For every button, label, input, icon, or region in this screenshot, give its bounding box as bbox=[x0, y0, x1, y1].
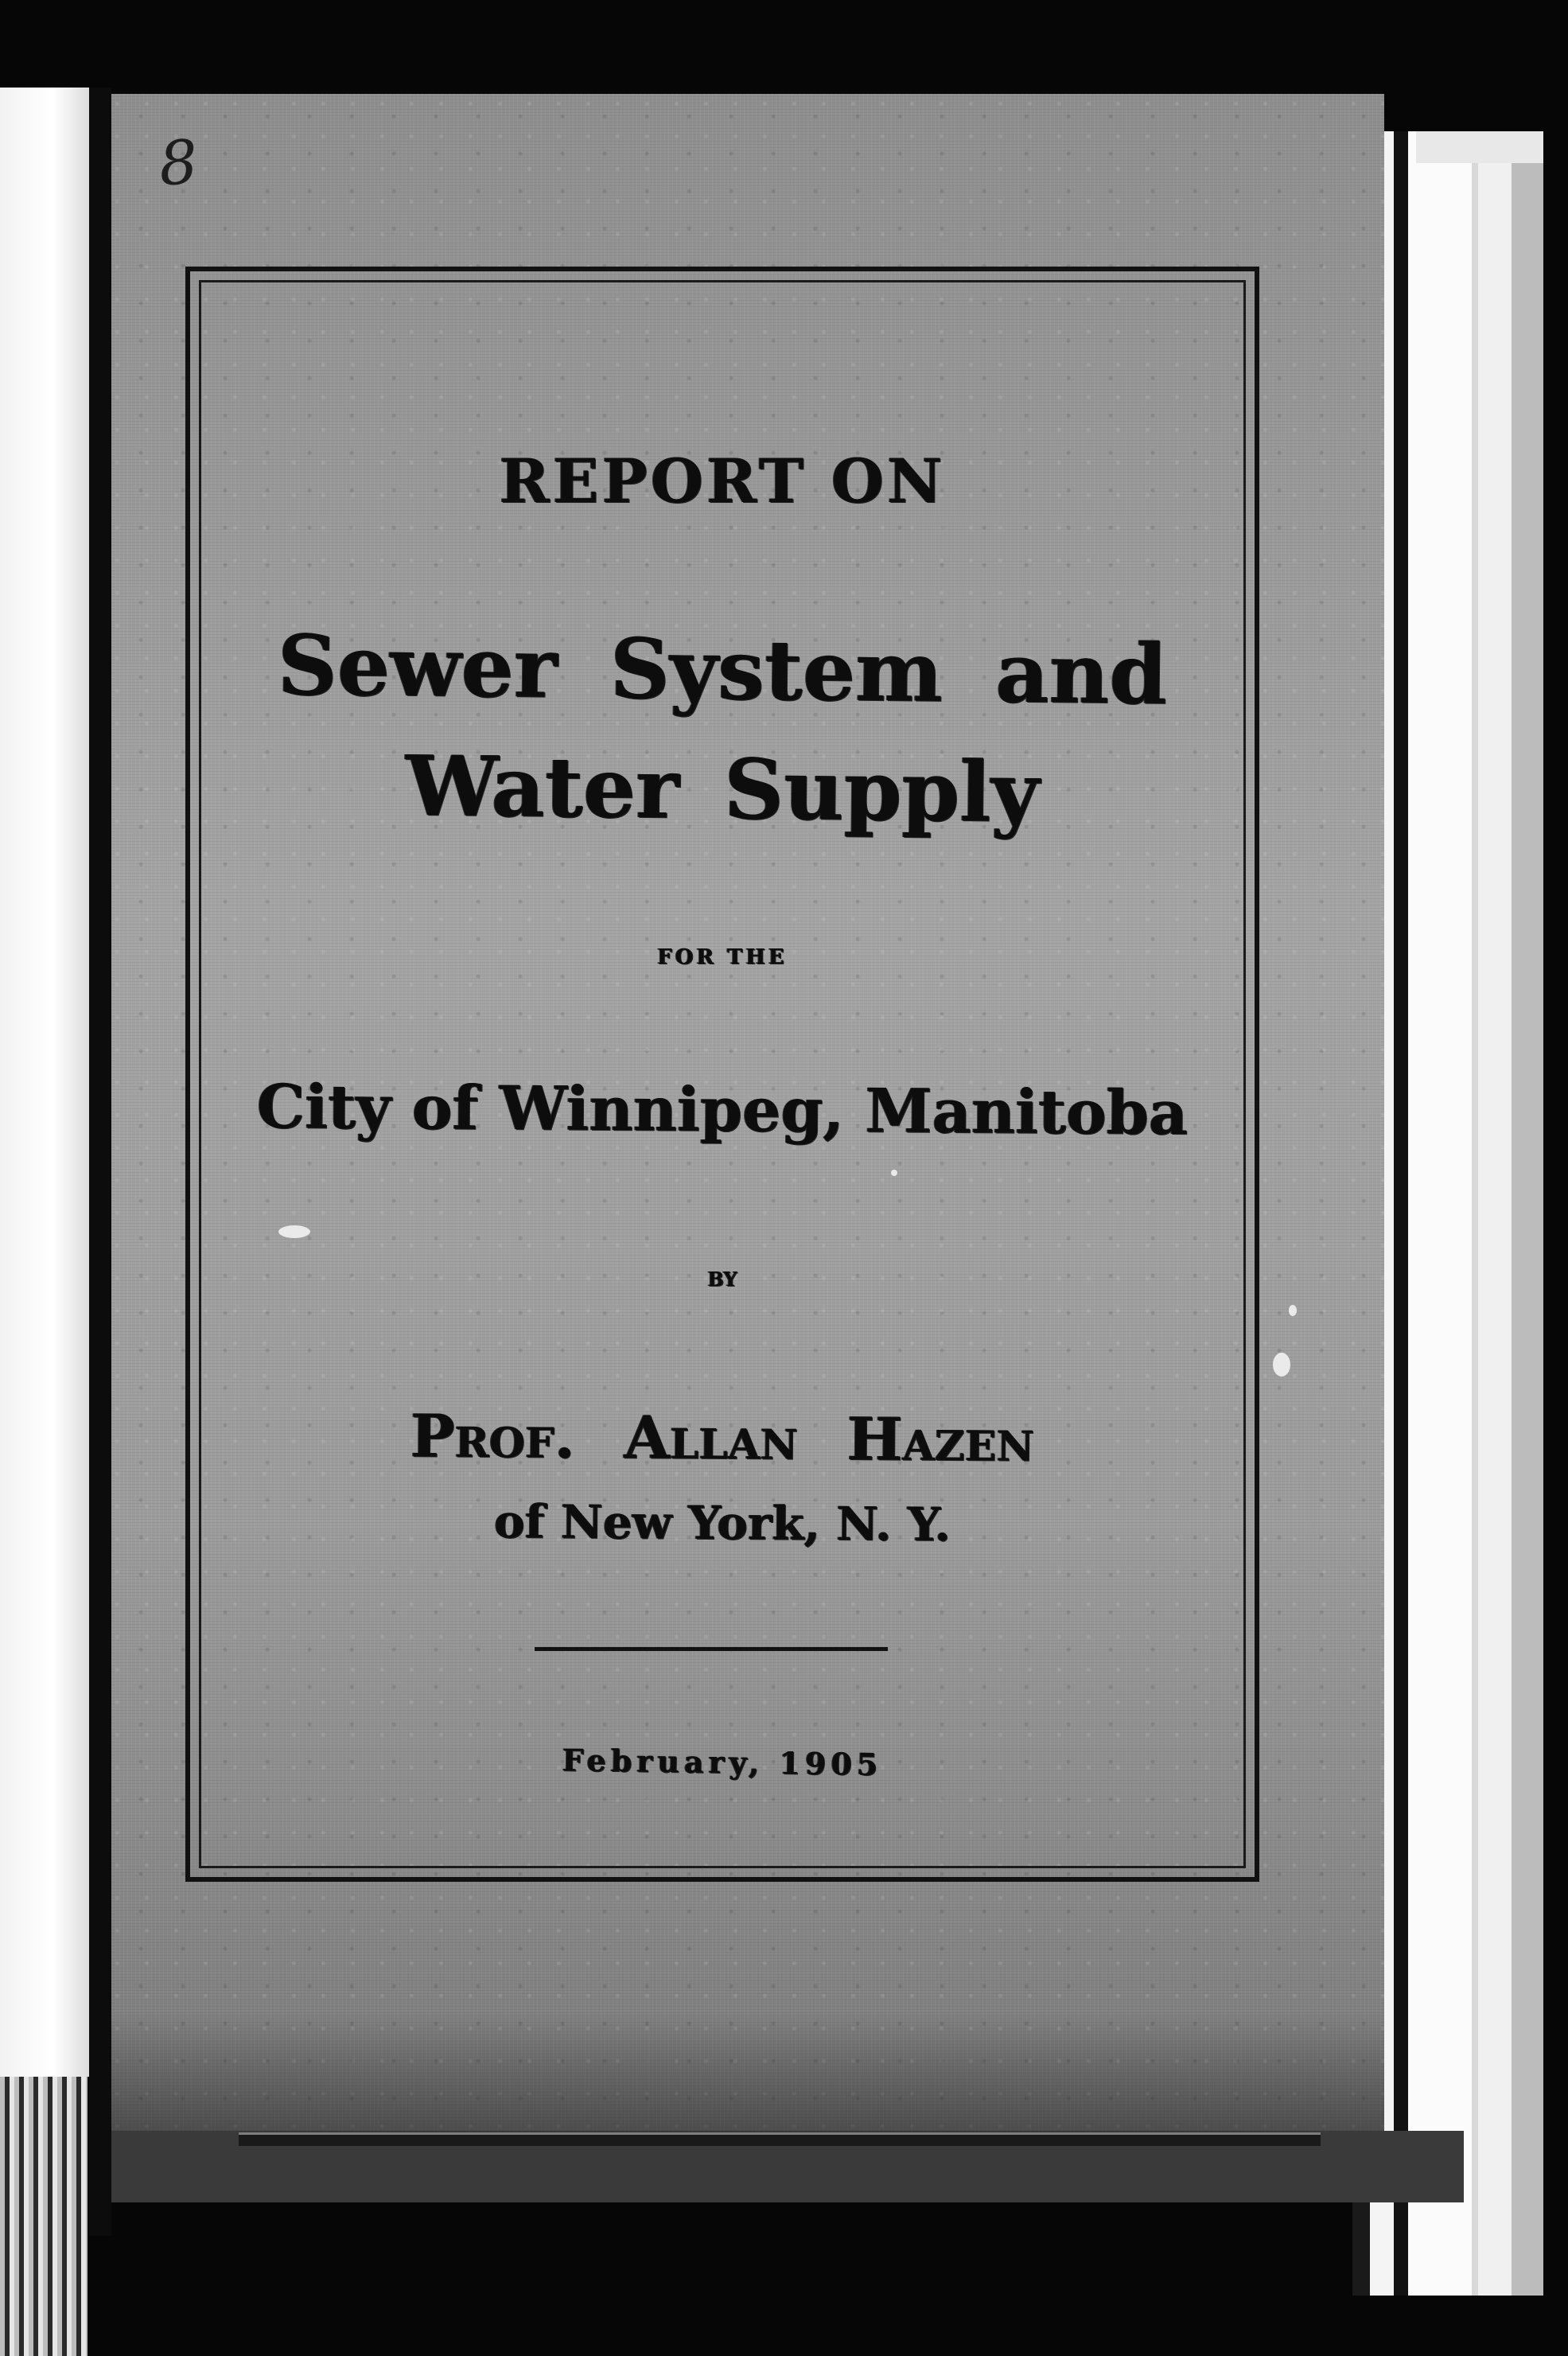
adjacent-left-page bbox=[0, 88, 89, 2077]
handwritten-page-number: 8 bbox=[156, 126, 200, 200]
city-name: City of Winnipeg, Manitoba bbox=[256, 1070, 1189, 1149]
report-heading: REPORT ON bbox=[499, 446, 946, 516]
book-spine-shadow bbox=[89, 88, 111, 2236]
title-line-1: Sewer System and bbox=[277, 616, 1168, 723]
title-line-2: Water Supply bbox=[405, 736, 1040, 842]
separator-rule bbox=[535, 1647, 888, 1651]
paper-speck bbox=[1273, 1353, 1290, 1377]
left-page-bottom-edge bbox=[0, 2077, 88, 2356]
author-location: of New York, N. Y. bbox=[493, 1493, 951, 1552]
page-stack-top bbox=[1416, 131, 1543, 163]
paper-speck bbox=[1289, 1305, 1297, 1316]
cover-bottom-rule bbox=[239, 2132, 1321, 2146]
cover-bottom-shadow bbox=[111, 2013, 1384, 2131]
author-name: Prof. Allan Hazen bbox=[410, 1402, 1035, 1475]
by-label: BY bbox=[707, 1268, 737, 1291]
publication-date: February, 1905 bbox=[562, 1742, 883, 1782]
for-the-label: FOR THE bbox=[657, 945, 788, 969]
